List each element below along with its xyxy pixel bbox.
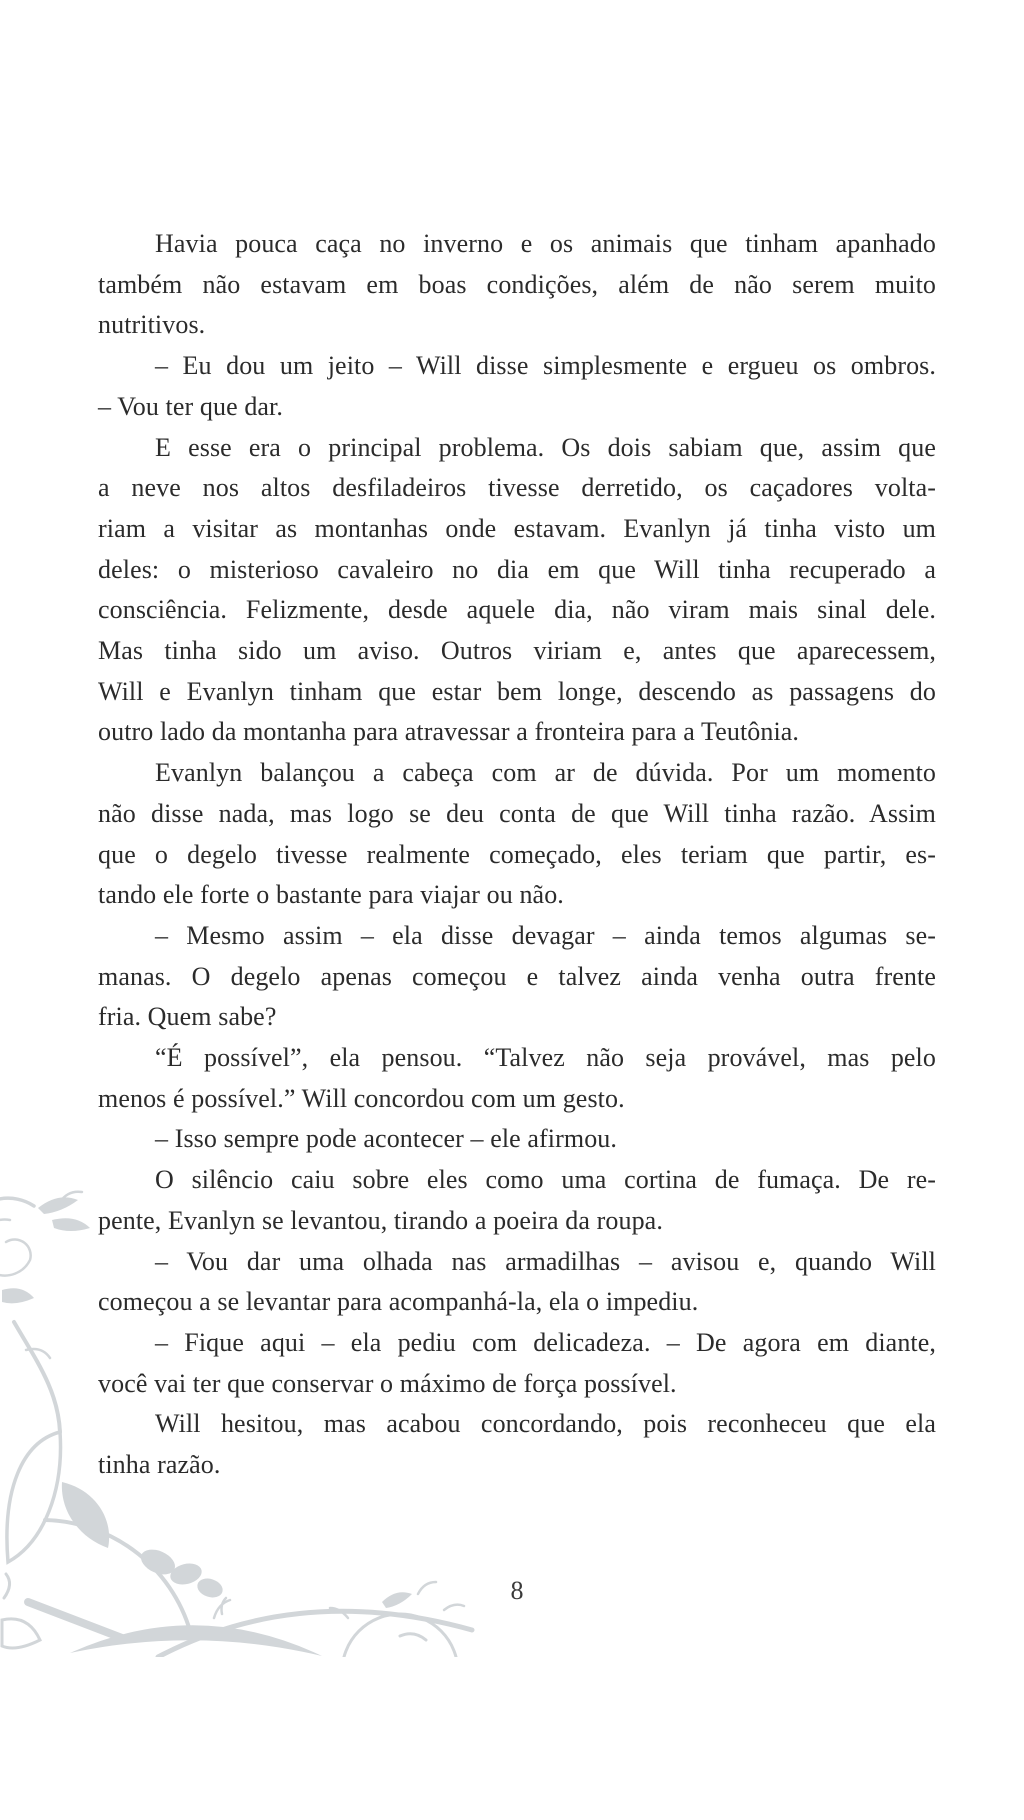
text-line: Evanlyn balançou a cabeça com ar de dúvida. Por um momento bbox=[155, 758, 936, 788]
text-line: também não estavam em boas condições, além de não serem muito bbox=[98, 269, 936, 299]
text-line: pente, Evanlyn se levantou, tirando a poeira da roupa. bbox=[98, 1205, 663, 1235]
text-line: O silêncio caiu sobre eles como uma cortina de fumaça. De re- bbox=[155, 1165, 936, 1195]
text-line: manas. O degelo apenas começou e talvez ainda venha outra frente bbox=[98, 961, 936, 991]
text-line: menos é possível.” Will concordou com um gesto. bbox=[98, 1083, 625, 1113]
text-line: – Eu dou um jeito – Will disse simplesmente e ergueu os ombros. bbox=[155, 351, 936, 381]
text-line: – Isso sempre pode acontecer – ele afirmou. bbox=[155, 1124, 618, 1154]
text-line: consciência. Felizmente, desde aquele dia, não viram mais sinal dele. bbox=[98, 595, 936, 625]
text-line: riam a visitar as montanhas onde estavam. Evanlyn já tinha visto um bbox=[98, 513, 936, 543]
text-line: Will e Evanlyn tinham que estar bem longe, descendo as passagens do bbox=[98, 676, 936, 706]
text-line: – Fique aqui – ela pediu com delicadeza. – De agora em diante, bbox=[155, 1327, 936, 1357]
page-number: 8 bbox=[510, 1576, 524, 1605]
text-line: não disse nada, mas logo se deu conta de que Will tinha razão. Assim bbox=[98, 798, 936, 828]
text-line: a neve nos altos desfiladeiros tivesse derretido, os caçadores volta- bbox=[98, 473, 936, 503]
text-line: outro lado da montanha para atravessar a fronteira para a Teutônia. bbox=[98, 717, 800, 747]
text-line: – Mesmo assim – ela disse devagar – ainda temos algumas se- bbox=[155, 920, 936, 950]
text-line: – Vou ter que dar. bbox=[98, 391, 283, 421]
text-line: E esse era o principal problema. Os dois sabiam que, assim que bbox=[155, 432, 936, 462]
text-line: Will hesitou, mas acabou concordando, pois reconheceu que ela bbox=[155, 1409, 936, 1439]
text-line: você vai ter que conservar o máximo de força possível. bbox=[98, 1368, 677, 1398]
text-line: deles: o misterioso cavaleiro no dia em que Will tinha recuperado a bbox=[98, 554, 936, 584]
text-line: Havia pouca caça no inverno e os animais que tinham apanhado bbox=[155, 229, 936, 258]
text-line: – Vou dar uma olhada nas armadilhas – avisou e, quando Will bbox=[155, 1246, 936, 1276]
text-line: fria. Quem sabe? bbox=[98, 1002, 277, 1032]
text-line: tinha razão. bbox=[98, 1450, 221, 1480]
text-line: começou a se levantar para acompanhá-la, ela o impediu. bbox=[98, 1287, 699, 1317]
page-text bbox=[98, 224, 936, 1486]
text-line: Mas tinha sido um aviso. Outros viriam e, antes que aparecessem, bbox=[98, 636, 936, 666]
text-line: “É possível”, ela pensou. “Talvez não seja provável, mas pelo bbox=[155, 1043, 936, 1073]
text-line: tando ele forte o bastante para viajar ou não. bbox=[98, 880, 564, 910]
text-line: nutritivos. bbox=[98, 310, 206, 340]
text-line: que o degelo tivesse realmente começado, eles teriam que partir, es- bbox=[98, 839, 936, 869]
